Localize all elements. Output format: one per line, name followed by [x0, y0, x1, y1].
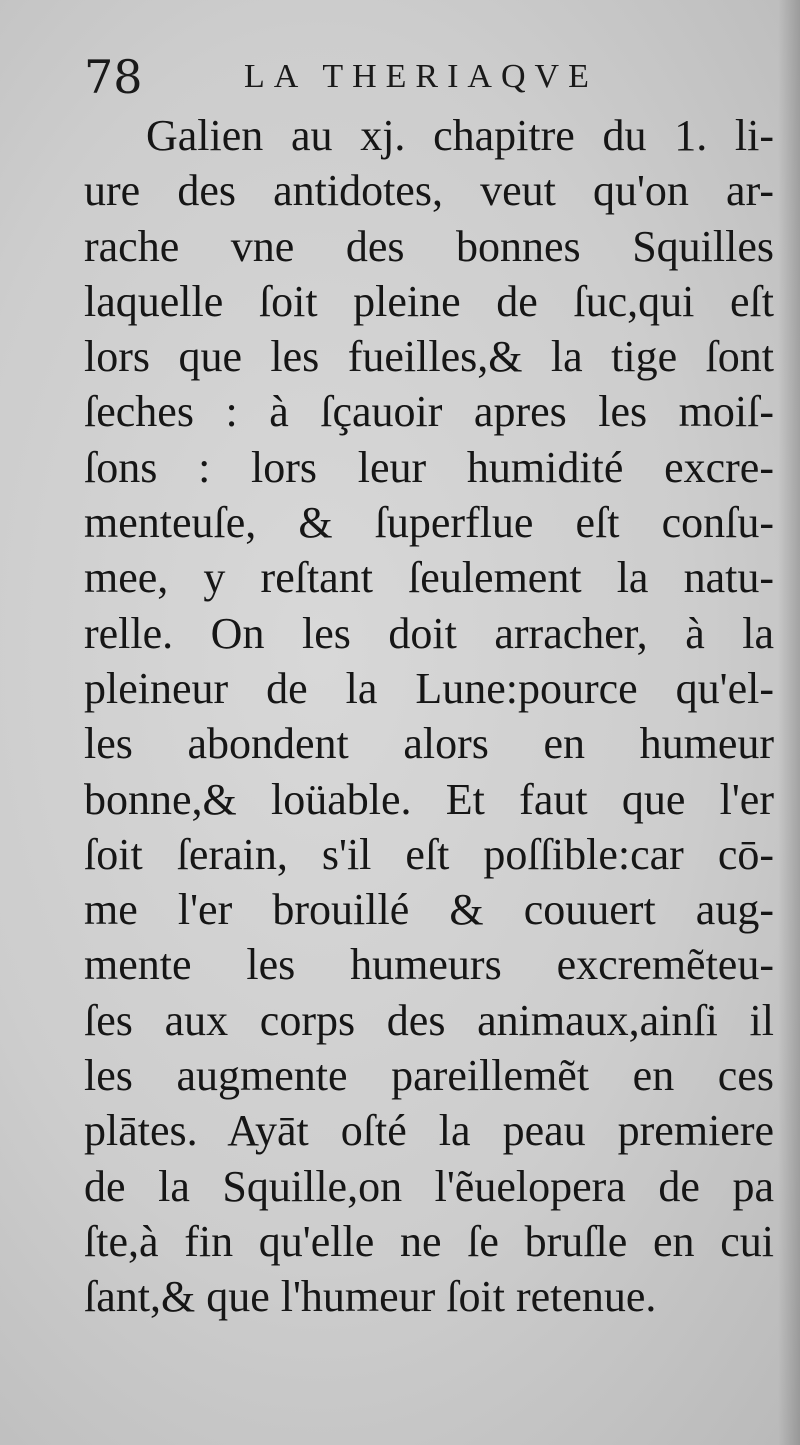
- text-line: ſeches : à ſçauoir apres les moiſ-: [84, 387, 774, 437]
- page-header: [84, 50, 764, 110]
- text-line: ure des antidotes, veut qu'on ar-: [84, 166, 774, 216]
- running-title: LA THERIAQVE: [244, 58, 598, 95]
- text-line: plātes. Ayāt oſté la peau premiere: [84, 1106, 774, 1156]
- text-line: de la Squille,on l'ẽuelopera de pa: [84, 1161, 774, 1211]
- page-edge-shadow: [778, 0, 800, 1445]
- text-line: Galien au xj. chapitre du 1. li-: [146, 111, 774, 160]
- text-line: laquelle ſoit pleine de ſuc,qui eſt: [84, 276, 774, 326]
- text-line: bonne,& loüable. Et faut que l'er: [84, 774, 774, 824]
- text-line: ſes aux corps des animaux,ainſi il: [84, 995, 774, 1045]
- text-line: mee, y reſtant ſeulement la natu-: [84, 553, 774, 603]
- body-text: [84, 108, 774, 1325]
- text-line: les augmente pareillemẽt en ces: [84, 1051, 774, 1101]
- text-line: menteuſe, & ſuperflue eſt conſu-: [84, 498, 774, 548]
- text-line: mente les humeurs excremẽteu-: [84, 940, 774, 990]
- text-line: les abondent alors en humeur: [84, 719, 774, 769]
- text-line: ſte,à fin qu'elle ne ſe bruſle en cui: [84, 1216, 774, 1266]
- text-line: lors que les fueilles,& la tige ſont: [84, 332, 774, 382]
- text-line: me l'er brouillé & couuert aug-: [84, 885, 774, 935]
- text-line: ſons : lors leur humidité excre-: [84, 442, 774, 492]
- text-line: ſoit ſerain, s'il eſt poſſible:car cō-: [84, 829, 774, 879]
- text-line: pleineur de la Lune:pource qu'el-: [84, 663, 774, 713]
- text-line: ſant,& que l'humeur ſoit retenue.: [84, 1272, 657, 1322]
- text-line: rache vne des bonnes Squilles: [84, 221, 774, 271]
- text-line: relle. On les doit arracher, à la: [84, 608, 774, 658]
- page-number: 78: [84, 50, 143, 104]
